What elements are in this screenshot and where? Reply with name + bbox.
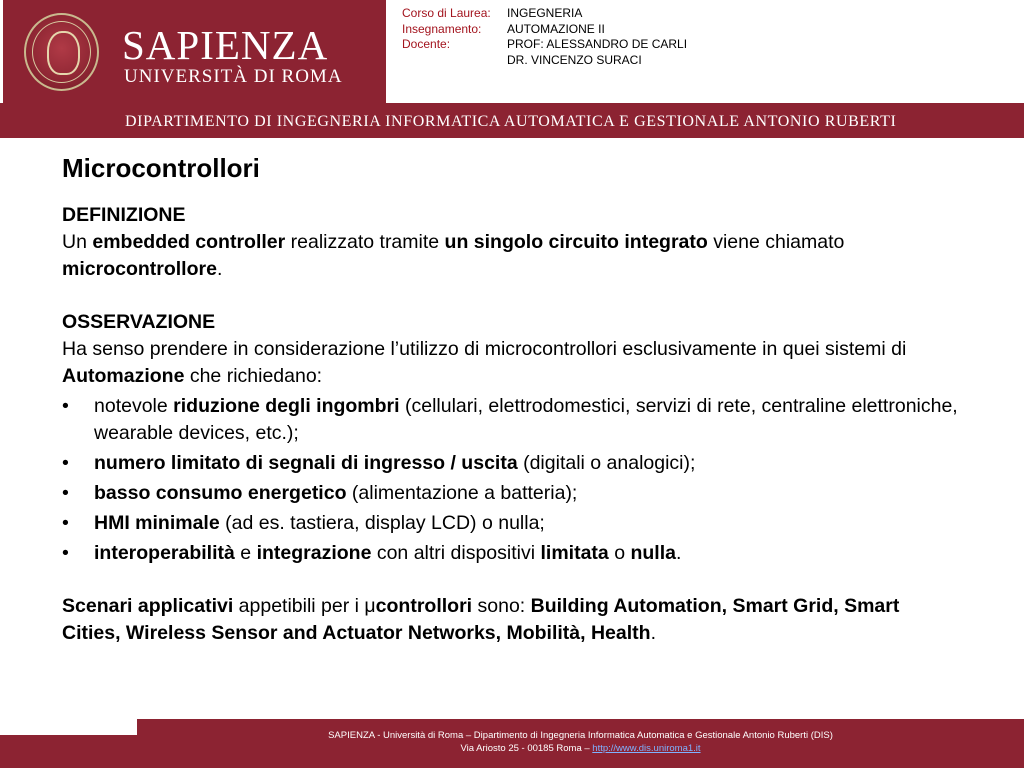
footer-left-block bbox=[0, 735, 137, 768]
bullet-icon: • bbox=[62, 482, 69, 504]
footer bbox=[137, 730, 1024, 755]
seal-figure bbox=[47, 31, 80, 75]
brand-name: SAPIENZA bbox=[122, 22, 329, 68]
list-item: • interoperabilità e integrazione con altri dispositivi limitata o nulla. bbox=[62, 540, 962, 567]
course-value: DR. VINCENZO SURACI bbox=[507, 52, 642, 67]
observation-heading: OSSERVAZIONE bbox=[62, 311, 216, 333]
course-value: INGEGNERIA bbox=[507, 6, 583, 20]
course-row bbox=[402, 37, 687, 53]
bullet-icon: • bbox=[62, 395, 69, 417]
list-item: • HMI minimale (ad es. tastiera, display LCD) o nulla; bbox=[62, 510, 962, 537]
course-row bbox=[402, 22, 687, 38]
course-info bbox=[402, 6, 687, 68]
course-label: Docente: bbox=[402, 37, 451, 51]
course-label bbox=[402, 53, 507, 69]
list-item: • notevole riduzione degli ingombri (cellulari, elettrodomestici, servizi di rete, centraline elettroniche, wearable devices, etc.); bbox=[62, 395, 958, 444]
mu-symbol: μ bbox=[364, 595, 376, 617]
course-row bbox=[402, 6, 687, 22]
course-value: PROF: ALESSANDRO DE CARLI bbox=[507, 37, 688, 51]
course-label: Insegnamento: bbox=[402, 21, 482, 36]
list-item: • numero limitato di segnali di ingresso / uscita (digitali o analogici); bbox=[62, 450, 962, 477]
observation-text: Ha senso prendere in considerazione l’utilizzo di microcontrollori esclusivamente in quei sistemi di Automazione che richiedano: bbox=[62, 338, 907, 387]
course-row bbox=[402, 53, 687, 69]
definition-text: Un embedded controller realizzato tramite un singolo circuito integrato viene chiamato microcontrollore. bbox=[62, 231, 845, 280]
header-brand-panel bbox=[0, 0, 386, 103]
slide-content bbox=[62, 150, 962, 647]
spacer bbox=[62, 283, 962, 309]
footer-line: SAPIENZA - Università di Roma – Dipartimento di Ingegneria Informatica Automatica e Gestionale Antonio Ruberti (DIS) bbox=[328, 730, 833, 741]
spacer bbox=[62, 567, 962, 593]
definition-heading: DEFINIZIONE bbox=[62, 204, 186, 226]
footer-link[interactable]: http://www.dis.uniroma1.it bbox=[592, 742, 701, 754]
scenari-text: Scenari applicativi appetibili per i μcontrollori sono: Building Automation, Smart Grid, Smart Cities, Wireless Sensor and Actuator Networks, Mobilità, Health. bbox=[62, 595, 900, 644]
footer-line: Via Ariosto 25 - 00185 Roma – http://www.dis.uniroma1.it bbox=[460, 742, 701, 754]
university-seal-icon bbox=[24, 13, 99, 91]
course-label: Corso di Laurea: bbox=[402, 6, 491, 20]
brand-subtitle: UNIVERSITÀ DI ROMA bbox=[124, 66, 343, 87]
department-band bbox=[0, 103, 1024, 138]
department-name: DIPARTIMENTO DI INGEGNERIA INFORMATICA AUTOMATICA E GESTIONALE ANTONIO RUBERTI bbox=[125, 113, 897, 130]
requirements-list bbox=[62, 393, 962, 567]
course-value: AUTOMAZIONE II bbox=[507, 21, 605, 36]
list-item: • basso consumo energetico (alimentazione a batteria); bbox=[62, 480, 962, 507]
bullet-icon: • bbox=[62, 512, 69, 534]
slide-title: Microcontrollori bbox=[62, 153, 260, 183]
bullet-icon: • bbox=[62, 452, 69, 474]
bullet-icon: • bbox=[62, 542, 69, 564]
header-edge bbox=[0, 0, 3, 103]
